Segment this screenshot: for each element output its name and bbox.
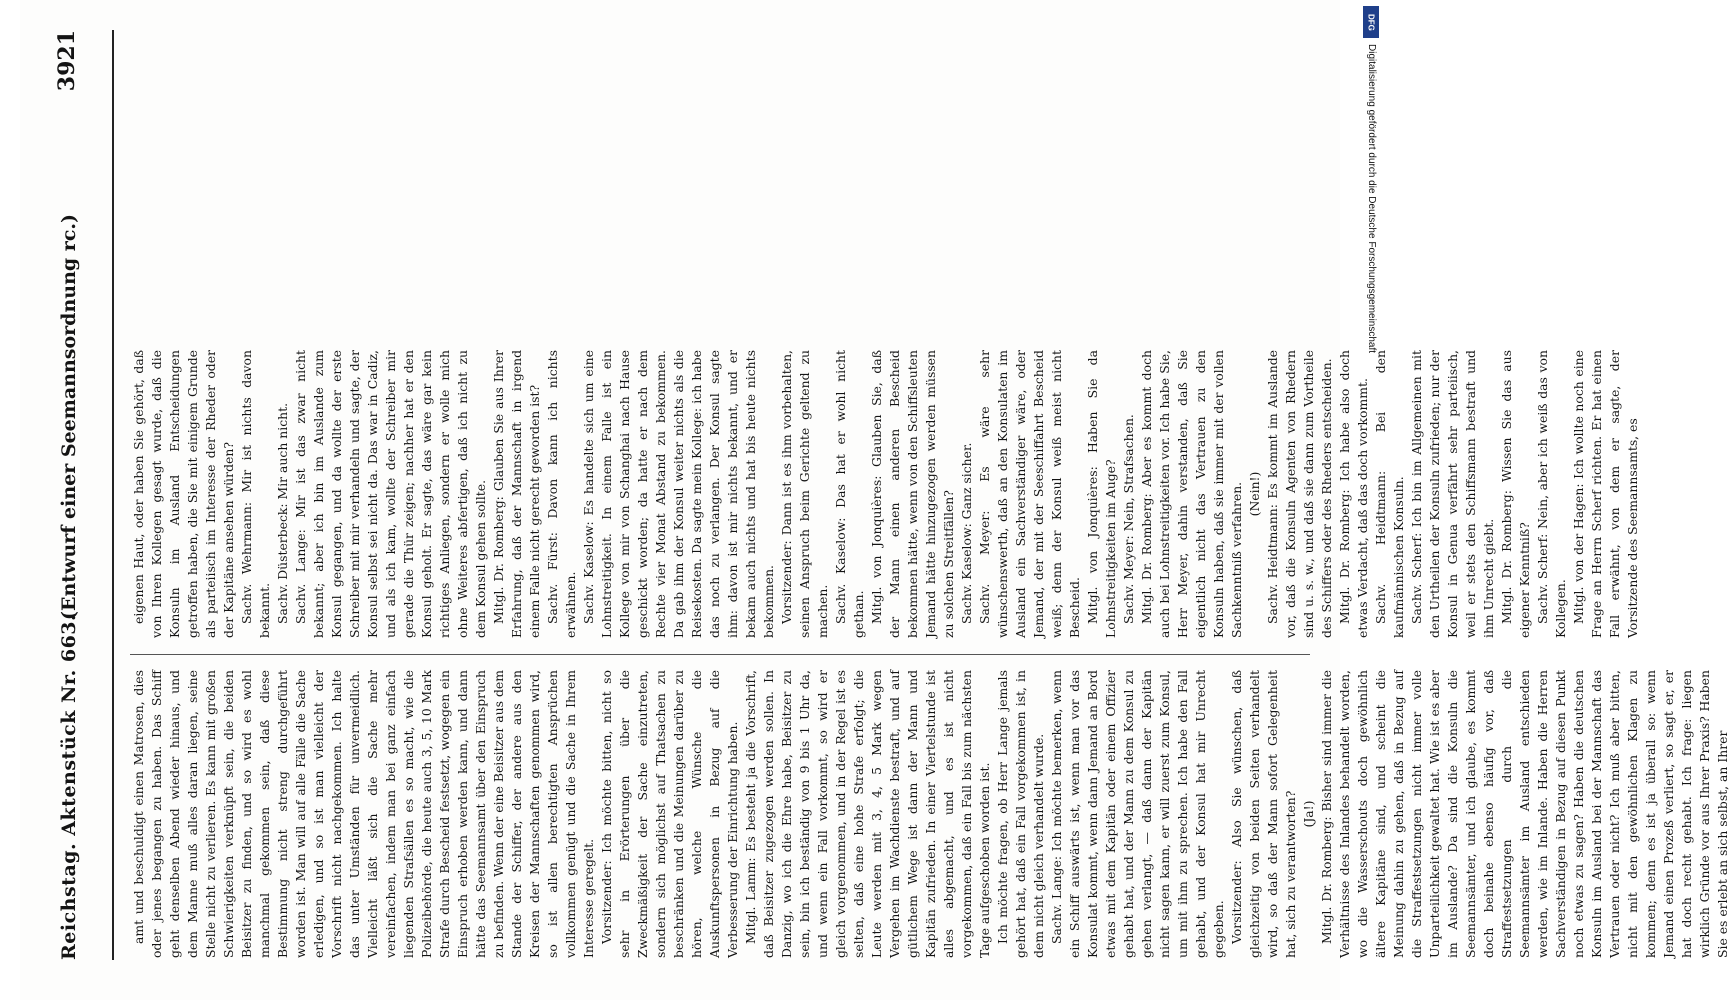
paragraph: Sachv. Kaselow: Ganz sicher. xyxy=(959,442,974,624)
paragraph: Vorsitzender: Dann ist es ihm vorbehalten, seinen Anspruch beim Gerichte geltend zu machen. xyxy=(779,350,830,638)
paragraph: Mitgl. Dr. Romberg: Wissen Sie das aus eigener Kenntniß? xyxy=(1499,350,1532,638)
paragraph: Vorsitzender: Ich möchte bitten, nicht so sehr in Erörterungen über die Zweckmäßigkeit der Sache einzutreten, sondern sich möglichst auf Thatsachen zu beschränken und die Meinungen darüber zu hören, welche Wünsche die Auskunftspersonen in Bezug auf die Verbesserung der Einrichtung haben. xyxy=(599,670,740,958)
paragraph: Sachv. Wehrmann: Mir ist nichts davon bekannt. xyxy=(239,350,272,638)
paragraph: Sachv. Meyer: Es wäre sehr wünschenswerth, daß an den Konsulaten im Ausland ein Sachverständiger wäre, oder Jemand, der mit der Seeschiffahrt Bescheid weiß; denn der Konsul weiß meist nicht Bescheid. xyxy=(977,350,1082,638)
paragraph: Sachv. Heidtmann: Es kommt im Auslande vor, daß die Konsuln Agenten von Rhedern sind u. s. w., und daß sie dann zum Vortheile des Schiffers oder des Rheders entscheiden. xyxy=(1265,350,1334,638)
paragraph: Sachv. Kaselow: Das hat er wohl nicht gethan. xyxy=(833,350,866,638)
paragraph: Sachv. Heidtmann: Bei den kaufmännischen Konsuln. xyxy=(1373,350,1406,638)
paragraph: Sachv. Meyer: Nein, Strafsachen. xyxy=(1121,414,1136,624)
dfg-logo: DFG xyxy=(1363,6,1379,38)
paragraph: Mitgl. von Jonquières: Glauben Sie, daß der Mann einen anderen Bescheid bekommen hätte, wenn von den Schiffsleuten Jemand hätte hinzugezogen werden müssen zu solchen Streitfällen? xyxy=(869,350,956,638)
paragraph: Mitgl. von Jonquières: Haben Sie da Lohnstreitigkeiten im Auge? xyxy=(1085,350,1118,638)
paragraph: Mitgl. Dr. Romberg: Bisher sind immer die Verhältnisse des Inlandes behandelt worden, wo die Wasserschouts doch gewöhnlich ältere Kapitäne sind, und scheint die Meinung dahin zu gehen, daß in Bezug auf die Straffestsetzungen nicht immer volle Unparteilichkeit gewaltet hat. Wie ist es aber im Auslande? Da sind die Konsuln die Seemannsämter, und ich glaube, es kommt doch beinahe ebenso häufig vor, daß Straffestsetzungen durch die Seemannsämter im Ausland entschieden werden, wie im Inlande. Haben die Herren Sachverständigen in Bezug auf diesen Punkt noch etwas zu sagen? Haben die deutschen Konsuln im Ausland bei der Mannschaft das Vertrauen oder nicht? Ich muß aber bitten, nicht mit den gewöhnlichen Klagen zu kommen; denn es ist ja überall so: wenn Jemand einen Prozeß verliert, so sagt er, er hat doch recht gehabt. Ich frage: liegen wirklich Gründe vor aus Ihrer Praxis? Haben Sie es erlebt an sich selbst, an Ihrer xyxy=(1319,670,1730,958)
paragraph: Vorsitzender: Also Sie wünschen, daß gleichzeitig von beiden Seiten verhandelt wird, so daß der Mann sofort Gelegenheit hat, sich zu verantworten? xyxy=(1229,670,1298,958)
column-divider xyxy=(130,654,1310,655)
header-rule xyxy=(112,30,114,960)
paragraph: Mitgl. Lamm: Es besteht ja die Vorschrift, daß Beisitzer zugezogen werden sollen. In Danzig, wo ich die Ehre habe, Beisitzer zu sein, bin ich beständig von 9 bis 1 Uhr da, und wenn ein Fall vorkommt, so wird er gleich vorgenommen, und in der Regel ist es selten, daß eine hohe Strafe erfolgt; die Leute werden mit 3, 4, 5 Mark wegen Vergehen im Wachdienste bestraft, und auf gütlichem Wege ist dann der Mann und Kapitän zufrieden. In einer Viertelstunde ist alles abgemacht, und es ist nicht vorgekommen, daß ein Fall bis zum nächsten Tage aufgeschoben worden ist. xyxy=(743,670,992,958)
paragraph: Mitgl. Dr. Romberg: Aber es kommt doch auch bei Lohnstreitigkeiten vor. Ich habe Sie, Herr Meyer, dahin verstanden, daß Sie eigentlich nicht das Vertrauen zu den Konsuln haben, daß sie immer mit der vollen Sachkenntniß verfahren. xyxy=(1139,350,1244,638)
paragraph: Sachv. Kaselow: Es handelte sich um eine Lohnstreitigkeit. In einem Falle ist ein Kollege von mir von Schanghai nach Hause geschickt worden; da hatte er nach dem Rechte vier Monat Abstand zu bekommen. Da gab ihm der Konsul weiter nichts als die Reisekosten. Da sagte mein Kollege: ich habe das noch zu verlangen. Der Konsul sagte ihm: davon ist mir nichts bekannt, und er bekam auch nichts und hat bis heute nichts bekommen. xyxy=(581,350,776,638)
paragraph: Sachv. Lange: Ich möchte bemerken, wenn ein Schiff auswärts ist, wenn man vor das Konsulat kommt, wenn dann Jemand an Bord etwas mit dem Kapitän oder einem Offizier gehabt hat, und der Mann zu dem Konsul zu gehen verlangt, — daß dann der Kapitän nicht sagen kann, er will zuerst zum Konsul, um mit ihm zu sprechen. Ich habe den Fall gehabt, und der Konsul hat mir Unrecht gegeben. xyxy=(1049,670,1226,958)
paragraph: Mitgl. Dr. Romberg: Ich habe also doch etwas Verdacht, daß das doch vorkommt. xyxy=(1337,350,1370,638)
paragraph: Ich möchte fragen, ob Herr Lange jemals gehört hat, daß ein Fall vorgekommen ist, in dem nicht gleich verhandelt wurde. xyxy=(995,670,1046,958)
paragraph: eigenen Haut, oder haben Sie gehört, daß von Ihren Kollegen gesagt wurde, daß die Konsuln im Ausland Entscheidungen getroffen haben, die Sie mit einigem Grunde als parteiisch im Interesse der Rheder oder der Kapitäne ansehen würden? xyxy=(131,350,236,638)
running-title: Reichstag. Aktenstück Nr. 663. xyxy=(58,613,80,960)
digitization-credit: Digitalisierung gefördert durch die Deutsche Forschungsgemeinschaft xyxy=(1366,44,1377,354)
paragraph: Sachv. Lange: Mir ist das zwar nicht bekannt; aber ich bin im Auslande zum Konsul gegangen, und da wollte der erste Schreiber mit mir verhandeln und sagte, der Konsul selbst sei nicht da. Das war in Cadiz, und als ich kam, wollte der Schreiber mir gerade die Thür zeigen; nachher hat er den Konsul geholt. Er sagte, das wäre gar kein richtiges Anliegen, sondern er wolle mich ohne Weiteres abfertigen, daß ich nicht zu dem Konsul gehen sollte. xyxy=(293,350,488,638)
paragraph: (Ja!) xyxy=(1301,800,1316,828)
document-subtitle: (Entwurf einer Seemannsordnung rc.) xyxy=(58,214,80,620)
paragraph: Mitgl. Dr. Romberg: Glauben Sie aus Ihrer Erfahrung, daß der Mannschaft in irgend einem Falle nicht gerecht geworden ist? xyxy=(491,350,542,638)
paragraph: Sachv. Fürst: Davon kann ich nichts erwähnen. xyxy=(545,350,578,638)
paragraph: Sachv. Düsterbeck: Mir auch nicht. xyxy=(275,402,290,624)
text-column-left xyxy=(130,670,1730,958)
paragraph: (Nein!) xyxy=(1247,471,1262,517)
paragraph: Sachv. Scherf: Ich bin im Allgemeinen mit den Urtheilen der Konsuln zufrieden; nur der Konsul in Genua verfährt sehr parteiisch, weil er stets den Schiffsmann bestraft und ihm Unrecht giebt. xyxy=(1409,350,1496,638)
paragraph: amt und beschuldigt einen Matrosen, dies oder jenes begangen zu haben. Das Schiff geht denselben Abend wieder hinaus, und dem Manne muß alles daran liegen, seine Stelle nicht zu verlieren. Es kann mit großen Schwierigkeiten verknüpft sein, die beiden Beisitzer zu finden, und so wird es wohl manchmal gekommen sein, daß diese Bestimmung nicht streng durchgeführt worden ist. Man will auf alle Fälle die Sache erledigen, und so ist man vielleicht der Vorschrift nicht nachgekommen. Ich halte das unter Umständen für unvermeidlich. Vielleicht läßt sich die Sache mehr vereinfachen, indem man bei ganz einfach liegenden Strafsällen es so macht, wie die Polizeibehörde, die heute auch 3, 5, 10 Mark Strafe durch Bescheid festsetzt, wogegen ein Einspruch erhoben werden kann, und dann hätte das Seemannsamt über den Einspruch zu befinden. Wenn der eine Beisitzer aus dem Stande der Schiffer, der andere aus den Kreisen der Mannschaften genommen wird, so ist allen berechtigten Ansprüchen vollkommen genügt und die Sache in Ihrem Interesse geregelt. xyxy=(131,670,596,958)
text-column-middle xyxy=(130,350,1640,638)
paragraph: Sachv. Scherf: Nein, aber ich weiß das von Kollegen. xyxy=(1535,350,1568,638)
page-number: 3921 xyxy=(54,30,80,92)
page-header xyxy=(50,30,90,960)
paragraph: Mitgl. von der Hagen: Ich wollte noch eine Frage an Herrn Scherf richten. Er hat einen Fall erwähnt, von dem er sagte, der Vorsitzende des Seemannsamts, es xyxy=(1571,350,1640,638)
